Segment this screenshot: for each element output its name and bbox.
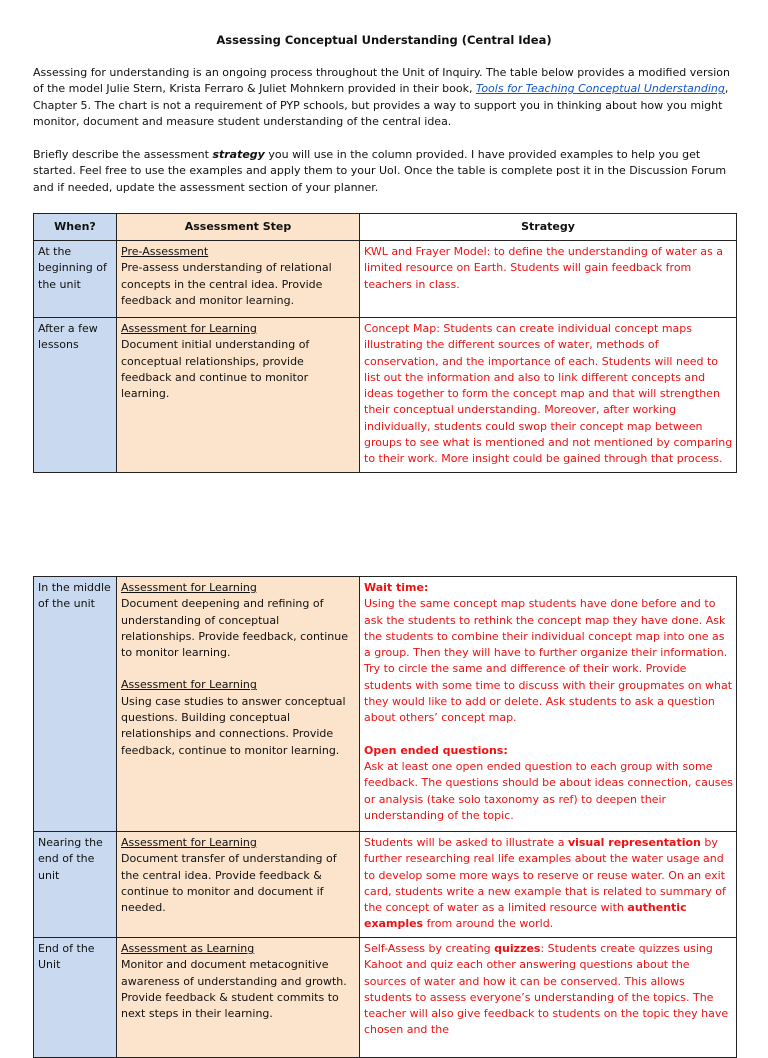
step-cell <box>117 241 360 318</box>
authentic-examples-bold: authentic examples <box>364 901 687 931</box>
book-link[interactable]: Tools for Teaching Conceptual Understanding <box>475 82 725 96</box>
intro-paragraph: Assessing for understanding is an ongoing process throughout the Unit of Inquiry. The table below provides a modified version of the model Julie Stern, Krista Ferraro & Juliet Mohnkern provided in their book, Tools for Teaching Conceptual Understanding, Chapter 5. The chart is not a requirement of PYP schools, but provides a way to support you in thinking about how you might monitor, document and measure student understanding of the central idea. <box>33 66 731 128</box>
strategy-heading-open-ended: Open ended questions: <box>364 743 508 757</box>
step-description-2: Using case studies to answer conceptual questions. Building conceptual relationships and connections. Provide feedback, continue to monitor learning. <box>121 694 346 757</box>
visual-representation-bold: visual representation <box>567 836 701 849</box>
step-cell <box>117 318 360 473</box>
strategy-cell: Self-Assess by creating quizzes: Students create quizzes using Kahoot and quiz each other answering questions about the sources of water and how it can be conserved. This allows students to assess everyone’s understanding of the topics. The teacher will also give feedback to students on the topic they have chosen and the <box>360 938 737 1058</box>
when-cell: In the middle of the unit <box>34 577 117 832</box>
table-header-row <box>34 214 737 241</box>
step-description: Document initial understanding of conceptual relationships, provide feedback and continue to monitor learning. <box>121 338 310 401</box>
when-cell: End of the Unit <box>34 938 117 1058</box>
strategy-emphasis: strategy <box>212 148 265 161</box>
step-description: Pre-assess understanding of relational concepts in the central idea. Provide feedback and monitor learning. <box>121 261 332 307</box>
step-title-2: Assessment for Learning <box>121 678 257 692</box>
header-when: When? <box>34 214 117 241</box>
header-strategy: Strategy <box>360 214 737 241</box>
step-title: Assessment for Learning <box>121 322 257 335</box>
table-row <box>34 938 737 1058</box>
when-cell: At the beginning of the unit <box>34 241 117 318</box>
strategy-heading-wait-time: Wait time: <box>364 581 429 594</box>
table-row <box>34 318 737 473</box>
strategy-cell: KWL and Frayer Model: to define the understanding of water as a limited resource on Earth. Students will gain feedback from teachers in class. <box>360 241 737 318</box>
instructions-paragraph: Briefly describe the assessment strategy you will use in the column provided. I have provided examples to help you get started. Feel free to use the examples and apply them to your UoI. Once the table is complete post it in the Discussion Forum and if needed, update the assessment section of your planner. <box>33 148 727 194</box>
table-row <box>34 832 737 938</box>
step-title: Pre-Assessment <box>121 245 209 258</box>
strategy-cell: Concept Map: Students can create individual concept maps illustrating the different sources of water, methods of conservation, and the importance of each. Students will need to list out the information and also to link different concepts and ideas together to form the concept map and that will strengthen their conceptual understanding. Moreover, after working individually, students could swop their concept map between groups to see what is mentioned and not mentioned by comparing to their work. More insight could be gained through that process. <box>360 318 737 473</box>
step-cell <box>117 577 360 832</box>
step-description: Document deepening and refining of understanding of conceptual relationships. Provide feedback, continue to monitor learning. <box>121 597 348 660</box>
step-cell <box>117 832 360 938</box>
step-title: Assessment as Learning <box>121 942 255 955</box>
when-cell: Nearing the end of the unit <box>34 832 117 938</box>
when-cell: After a few lessons <box>34 318 117 473</box>
table-row <box>34 241 737 318</box>
strategy-lead: Concept Map: <box>364 322 444 335</box>
quizzes-bold: quizzes <box>494 942 541 955</box>
step-description: Document transfer of understanding of the central idea. Provide feedback & continue to monitor and document if needed. <box>121 852 337 915</box>
assessment-table-part2 <box>33 576 737 1058</box>
step-title: Assessment for Learning <box>121 581 257 594</box>
table-row <box>34 577 737 832</box>
step-cell <box>117 938 360 1058</box>
step-title: Assessment for Learning <box>121 836 257 849</box>
step-description: Monitor and document metacognitive awareness of understanding and growth. Provide feedback & student commits to next steps in their learning. <box>121 958 347 1021</box>
strategy-cell: Wait time: Using the same concept map students have done before and to ask the students to rethink the concept map they have done. Ask the students to combine their individual concept map into one as a group. Then they will have to further organize their information. Try to circle the same and difference of their work. Provide students with some time to discuss with their groupmates on what they would like to add or delete. Ask students to ask a question about others’ concept map. Open ended questions: Ask at least one open ended question to each group with some feedback. The questions should be about ideas connection, causes or analysis (take solo taxonomy as ref) to deepen their understanding of the topic. <box>360 577 737 832</box>
header-assessment-step: Assessment Step <box>117 214 360 241</box>
strategy-cell: Students will be asked to illustrate a visual representation by further researching real life examples about the water usage and to develop some more ways to reserve or reuse water. On an exit card, students write a new example that is related to summary of the concept of water as a limited resource with authentic examples from around the world. <box>360 832 737 938</box>
page-title: Assessing Conceptual Understanding (Central Idea) <box>216 33 552 47</box>
assessment-table-part1 <box>33 213 737 473</box>
